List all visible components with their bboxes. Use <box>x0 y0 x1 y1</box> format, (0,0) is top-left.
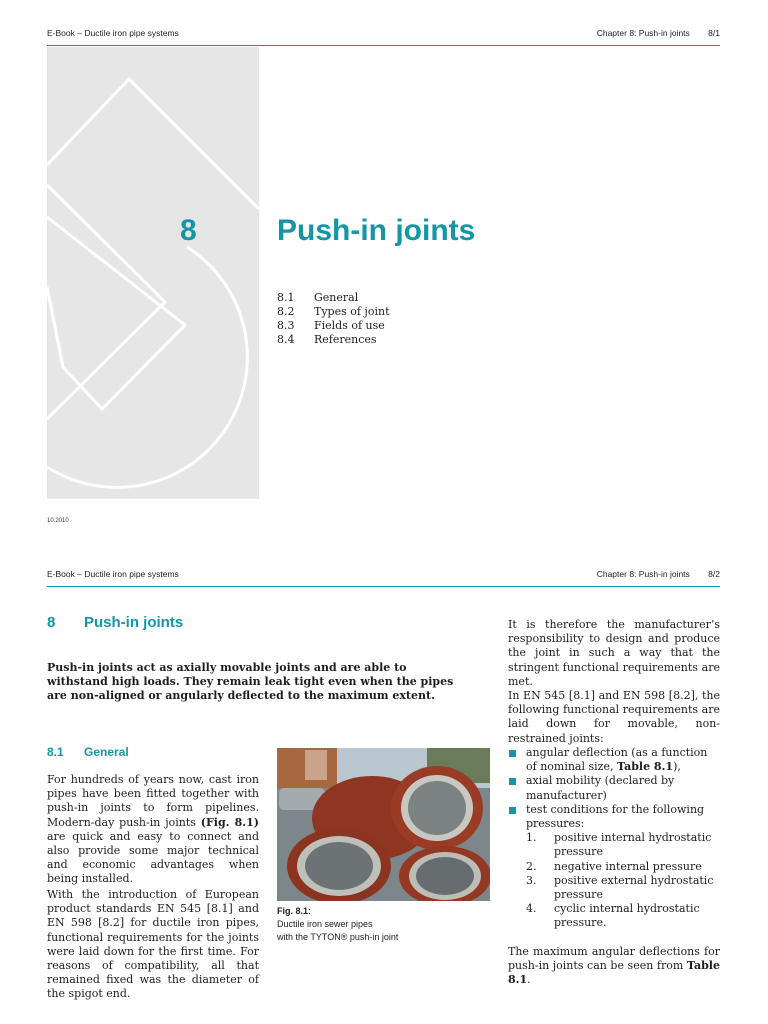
requirements-list <box>508 746 720 931</box>
numbered-item-text: positive external hydrostatic pressure <box>554 873 714 902</box>
right-para3-text-a: The maximum angular deflections for push-in joints can be seen from <box>508 945 720 973</box>
sewer-pipes-image <box>277 748 490 901</box>
page2-header-rule <box>47 586 720 587</box>
toc-label: References <box>314 333 377 346</box>
figure-label: Fig. 8.1: <box>277 906 312 916</box>
page1-header <box>47 28 720 40</box>
bullet-square-icon <box>509 750 516 757</box>
numbered-item-index: 4. <box>526 902 537 916</box>
figure-caption-line-2: with the TYTON® push-in joint <box>277 932 399 942</box>
page1-header-chapter: Chapter 8: Push-in joints <box>596 28 690 38</box>
numbered-item <box>508 902 720 930</box>
bullet-1-text-b: ), <box>673 760 681 774</box>
table-reference-link[interactable]: Table 8.1 <box>616 760 674 774</box>
page2-header-chapter: Chapter 8: Push-in joints <box>596 569 690 579</box>
para1-text-a: For hundreds of years now, cast iron pipes have been fitted together with push-in joints to form pipelines. Modern-day push-in joints <box>47 773 259 829</box>
right-paragraph-3 <box>508 945 720 988</box>
numbered-item <box>508 831 720 859</box>
subsection-title: General <box>84 745 129 759</box>
bullet-3-text: test conditions for the following pressures: <box>526 802 705 831</box>
lead-paragraph: Push-in joints act as axially movable joints and are able to withstand high loads. They remain leak tight even when the pipes are non-aligned or angularly deflected to the maximum extent. <box>47 661 454 702</box>
page1-header-left: E-Book – Ductile iron pipe systems <box>47 28 179 38</box>
chapter-number: 8 <box>180 214 197 247</box>
para1-text-b: are quick and easy to connect and also provide some major technical and economic advantages when being installed. <box>47 829 259 886</box>
bullet-1-text-a: angular deflection (as a function of nominal size, <box>526 746 708 774</box>
page2-header-right <box>597 569 720 579</box>
right-paragraph-2: In EN 545 [8.1] and EN 598 [8.2], the following functional requirements are laid down for movable, non-restrained joints: <box>508 689 720 745</box>
numbered-item-text: positive internal hydrostatic pressure <box>554 831 712 859</box>
list-item <box>508 746 720 774</box>
bullet-2-text: axial mobility (declared by manufacturer) <box>526 774 675 802</box>
table-of-contents <box>277 291 390 347</box>
toc-label: Fields of use <box>314 319 385 332</box>
numbered-item-text: cyclic internal hydrostatic pressure. <box>554 902 700 930</box>
numbered-item-index: 2. <box>526 859 537 873</box>
fig-reference-link[interactable]: (Fig. 8.1) <box>200 815 259 829</box>
figure-caption <box>277 905 477 944</box>
table-reference-link[interactable]: Table 8.1 <box>508 959 720 987</box>
numbered-item-text: negative internal pressure <box>554 859 702 873</box>
section-heading-title: Push-in joints <box>84 614 184 631</box>
pipe-outline-graphic <box>47 47 259 499</box>
section-heading-number: 8 <box>47 614 56 631</box>
toc-item[interactable] <box>277 305 390 319</box>
numbered-item-index: 3. <box>526 873 537 887</box>
list-item <box>508 774 720 802</box>
toc-label: General <box>314 291 359 304</box>
page2-header-left: E-Book – Ductile iron pipe systems <box>47 569 179 579</box>
subsection-number: 8.1 <box>47 745 64 759</box>
page2-header <box>47 569 720 581</box>
toc-number: 8.1 <box>277 291 295 304</box>
page1-header-right <box>597 28 720 38</box>
figure-photo <box>277 748 490 901</box>
bullet-square-icon <box>509 778 516 785</box>
toc-number: 8.4 <box>277 333 295 346</box>
edition-date: 10.2010 <box>47 518 69 524</box>
numbered-item <box>508 874 720 902</box>
list-item <box>508 803 720 831</box>
toc-item[interactable] <box>277 333 390 347</box>
body-paragraph-2: With the introduction of European product standards EN 545 [8.1] and EN 598 [8.2] for ductile iron pipes, functional requirements for the joints were laid down for the first time. For reasons of compatibility, all that remained fixed was the diameter of the spigot end. <box>47 888 259 1001</box>
right-paragraph-1: It is therefore the manufacturer’s responsibility to design and produce the joint in such a way that the stringent functional requirements are met. <box>508 618 720 688</box>
page1-header-page: 8/1 <box>708 28 720 38</box>
toc-item[interactable] <box>277 291 390 305</box>
toc-item[interactable] <box>277 319 390 333</box>
toc-number: 8.2 <box>277 305 295 318</box>
body-paragraph-1 <box>47 773 259 887</box>
toc-label: Types of joint <box>314 305 390 318</box>
numbered-item-index: 1. <box>526 831 537 845</box>
page1-header-rule <box>47 45 720 46</box>
chapter-title: Push-in joints <box>277 214 476 247</box>
figure-caption-line-1: Ductile iron sewer pipes <box>277 919 373 929</box>
right-para3-text-b: . <box>527 973 531 987</box>
chapter-graphic <box>47 47 259 499</box>
bullet-square-icon <box>509 807 516 814</box>
toc-number: 8.3 <box>277 319 295 332</box>
page2-header-page: 8/2 <box>708 569 720 579</box>
numbered-item <box>508 860 720 874</box>
